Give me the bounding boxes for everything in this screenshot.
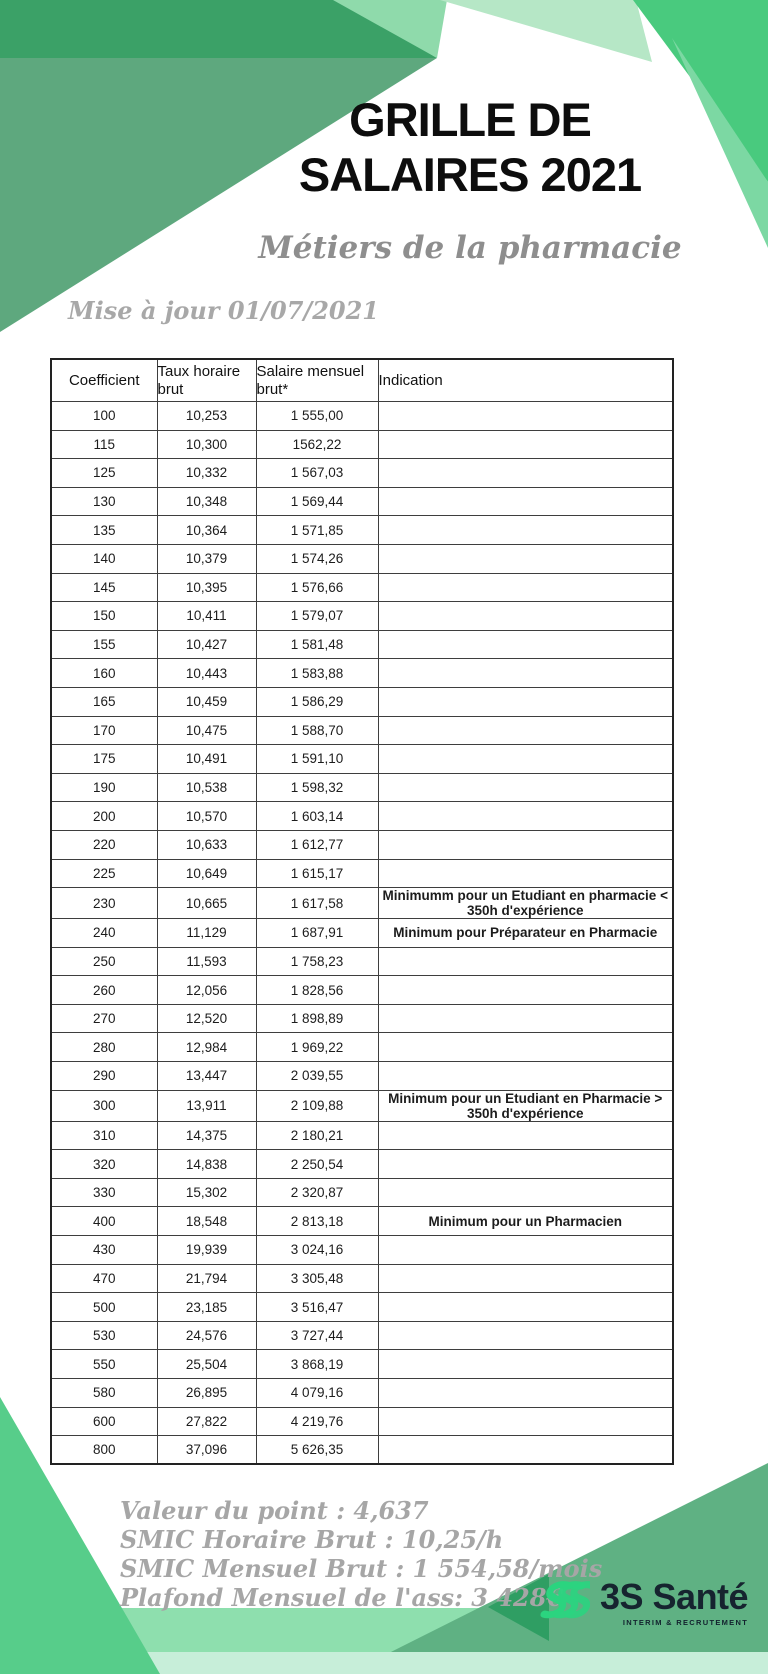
- cell-salaire-mensuel: 1 581,48: [256, 630, 378, 659]
- table-row: [51, 1178, 673, 1207]
- table-row: [51, 1236, 673, 1265]
- cell-coefficient: 160: [51, 659, 157, 688]
- table-row: [51, 1033, 673, 1062]
- table-row: [51, 1293, 673, 1322]
- cell-indication: [378, 716, 673, 745]
- cell-taux-horaire: 10,491: [157, 745, 256, 774]
- table-row: [51, 1062, 673, 1091]
- page-title-line1: GRILLE DE: [349, 93, 591, 146]
- cell-coefficient: 165: [51, 687, 157, 716]
- cell-indication: Minimum pour un Pharmacien: [378, 1207, 673, 1236]
- table-row: [51, 573, 673, 602]
- cell-salaire-mensuel: 3 516,47: [256, 1293, 378, 1322]
- cell-taux-horaire: 12,520: [157, 1004, 256, 1033]
- cell-taux-horaire: 25,504: [157, 1350, 256, 1379]
- cell-taux-horaire: 10,459: [157, 687, 256, 716]
- table-row: [51, 544, 673, 573]
- logo-text-block: [600, 1576, 749, 1627]
- table-row: [51, 888, 673, 919]
- cell-indication: [378, 830, 673, 859]
- cell-indication: [378, 459, 673, 488]
- cell-salaire-mensuel: 1 603,14: [256, 802, 378, 831]
- cell-taux-horaire: 10,332: [157, 459, 256, 488]
- cell-taux-horaire: 10,475: [157, 716, 256, 745]
- table-row: [51, 402, 673, 431]
- cell-indication: [378, 1264, 673, 1293]
- cell-coefficient: 170: [51, 716, 157, 745]
- cell-coefficient: 155: [51, 630, 157, 659]
- cell-coefficient: 230: [51, 888, 157, 919]
- table-row: [51, 1150, 673, 1179]
- cell-coefficient: 250: [51, 947, 157, 976]
- cell-salaire-mensuel: 1562,22: [256, 430, 378, 459]
- cell-salaire-mensuel: 1 555,00: [256, 402, 378, 431]
- cell-salaire-mensuel: 1 567,03: [256, 459, 378, 488]
- cell-coefficient: 150: [51, 602, 157, 631]
- cell-taux-horaire: 13,447: [157, 1062, 256, 1091]
- table-row: [51, 859, 673, 888]
- table-row: [51, 919, 673, 948]
- cell-coefficient: 225: [51, 859, 157, 888]
- cell-coefficient: 190: [51, 773, 157, 802]
- table-row: [51, 1207, 673, 1236]
- cell-salaire-mensuel: 1 579,07: [256, 602, 378, 631]
- cell-taux-horaire: 10,395: [157, 573, 256, 602]
- cell-taux-horaire: 11,593: [157, 947, 256, 976]
- cell-taux-horaire: 10,300: [157, 430, 256, 459]
- cell-coefficient: 430: [51, 1236, 157, 1265]
- cell-indication: [378, 402, 673, 431]
- cell-salaire-mensuel: 1 758,23: [256, 947, 378, 976]
- note-plafond-mensuel: Plafond Mensuel de l'ass: 3 428€: [120, 1583, 564, 1612]
- cell-salaire-mensuel: 3 024,16: [256, 1236, 378, 1265]
- deco-top-pale-triangle: [440, 0, 652, 62]
- cell-coefficient: 220: [51, 830, 157, 859]
- cell-salaire-mensuel: 2 813,18: [256, 1207, 378, 1236]
- cell-salaire-mensuel: 1 598,32: [256, 773, 378, 802]
- cell-coefficient: 300: [51, 1090, 157, 1121]
- cell-coefficient: 175: [51, 745, 157, 774]
- cell-indication: [378, 1321, 673, 1350]
- table-row: [51, 716, 673, 745]
- cell-coefficient: 600: [51, 1407, 157, 1436]
- cell-coefficient: 140: [51, 544, 157, 573]
- cell-taux-horaire: 10,253: [157, 402, 256, 431]
- cell-salaire-mensuel: 1 586,29: [256, 687, 378, 716]
- cell-coefficient: 115: [51, 430, 157, 459]
- cell-indication: [378, 659, 673, 688]
- page-title: [255, 92, 685, 203]
- table-row: [51, 1090, 673, 1121]
- table-row: [51, 947, 673, 976]
- cell-indication: Minimum pour un Etudiant en Pharmacie > 350h d'expérience: [378, 1090, 673, 1121]
- note-smic-mensuel: SMIC Mensuel Brut : 1 554,58/mois: [120, 1554, 603, 1583]
- cell-coefficient: 330: [51, 1178, 157, 1207]
- cell-taux-horaire: 10,633: [157, 830, 256, 859]
- table-row: [51, 630, 673, 659]
- cell-coefficient: 280: [51, 1033, 157, 1062]
- cell-salaire-mensuel: 1 574,26: [256, 544, 378, 573]
- table-row: [51, 773, 673, 802]
- salary-table-body: [51, 402, 673, 1465]
- cell-coefficient: 200: [51, 802, 157, 831]
- cell-taux-horaire: 13,911: [157, 1090, 256, 1121]
- cell-salaire-mensuel: 1 612,77: [256, 830, 378, 859]
- table-row: [51, 1321, 673, 1350]
- cell-taux-horaire: 10,427: [157, 630, 256, 659]
- table-row: [51, 1350, 673, 1379]
- cell-salaire-mensuel: 3 305,48: [256, 1264, 378, 1293]
- cell-coefficient: 320: [51, 1150, 157, 1179]
- cell-coefficient: 240: [51, 919, 157, 948]
- cell-indication: [378, 1178, 673, 1207]
- cell-taux-horaire: 10,665: [157, 888, 256, 919]
- cell-taux-horaire: 11,129: [157, 919, 256, 948]
- cell-indication: [378, 1293, 673, 1322]
- cell-indication: [378, 630, 673, 659]
- cell-indication: [378, 859, 673, 888]
- cell-indication: [378, 1379, 673, 1408]
- cell-indication: [378, 1436, 673, 1465]
- cell-salaire-mensuel: 3 868,19: [256, 1350, 378, 1379]
- cell-indication: [378, 976, 673, 1005]
- cell-salaire-mensuel: 1 571,85: [256, 516, 378, 545]
- cell-salaire-mensuel: 2 109,88: [256, 1090, 378, 1121]
- cell-taux-horaire: 10,379: [157, 544, 256, 573]
- cell-coefficient: 130: [51, 487, 157, 516]
- cell-taux-horaire: 15,302: [157, 1178, 256, 1207]
- cell-taux-horaire: 10,364: [157, 516, 256, 545]
- cell-salaire-mensuel: 4 219,76: [256, 1407, 378, 1436]
- table-row: [51, 459, 673, 488]
- cell-taux-horaire: 21,794: [157, 1264, 256, 1293]
- cell-indication: [378, 573, 673, 602]
- cell-indication: [378, 1350, 673, 1379]
- cell-indication: [378, 1150, 673, 1179]
- cell-salaire-mensuel: 1 969,22: [256, 1033, 378, 1062]
- cell-salaire-mensuel: 2 250,54: [256, 1150, 378, 1179]
- table-row: [51, 1004, 673, 1033]
- cell-salaire-mensuel: 2 320,87: [256, 1178, 378, 1207]
- cell-salaire-mensuel: 3 727,44: [256, 1321, 378, 1350]
- table-row: [51, 602, 673, 631]
- cell-indication: [378, 802, 673, 831]
- cell-taux-horaire: 27,822: [157, 1407, 256, 1436]
- cell-taux-horaire: 12,984: [157, 1033, 256, 1062]
- cell-salaire-mensuel: 1 828,56: [256, 976, 378, 1005]
- table-row: [51, 1436, 673, 1465]
- cell-indication: [378, 1004, 673, 1033]
- table-row: [51, 1264, 673, 1293]
- cell-coefficient: 100: [51, 402, 157, 431]
- cell-coefficient: 500: [51, 1293, 157, 1322]
- cell-coefficient: 135: [51, 516, 157, 545]
- cell-coefficient: 260: [51, 976, 157, 1005]
- cell-salaire-mensuel: 5 626,35: [256, 1436, 378, 1465]
- cell-salaire-mensuel: 1 588,70: [256, 716, 378, 745]
- cell-taux-horaire: 23,185: [157, 1293, 256, 1322]
- note-smic-horaire: SMIC Horaire Brut : 10,25/h: [120, 1525, 504, 1554]
- column-header-indication: Indication: [378, 359, 673, 402]
- cell-salaire-mensuel: 1 576,66: [256, 573, 378, 602]
- column-header-coefficient: Coefficient: [51, 359, 157, 402]
- cell-taux-horaire: 10,411: [157, 602, 256, 631]
- cell-taux-horaire: 14,838: [157, 1150, 256, 1179]
- table-row: [51, 1121, 673, 1150]
- table-row: [51, 976, 673, 1005]
- salary-table-header: [51, 359, 673, 402]
- cell-indication: [378, 1121, 673, 1150]
- cell-indication: [378, 1236, 673, 1265]
- cell-salaire-mensuel: 1 687,91: [256, 919, 378, 948]
- logo-name: 3S Santé: [600, 1576, 749, 1617]
- table-row: [51, 487, 673, 516]
- cell-salaire-mensuel: 1 583,88: [256, 659, 378, 688]
- table-row: [51, 745, 673, 774]
- footer-notes: [120, 1496, 602, 1612]
- cell-indication: [378, 1033, 673, 1062]
- cell-coefficient: 580: [51, 1379, 157, 1408]
- cell-taux-horaire: 26,895: [157, 1379, 256, 1408]
- table-row: [51, 802, 673, 831]
- page-title-line2: SALAIRES 2021: [298, 148, 642, 202]
- column-header-salaire-mensuel: Salaire mensuel brut*: [256, 359, 378, 402]
- cell-indication: Minimum pour Préparateur en Pharmacie: [378, 919, 673, 948]
- table-row: [51, 659, 673, 688]
- cell-taux-horaire: 12,056: [157, 976, 256, 1005]
- cell-salaire-mensuel: 4 079,16: [256, 1379, 378, 1408]
- cell-indication: [378, 745, 673, 774]
- cell-salaire-mensuel: 1 615,17: [256, 859, 378, 888]
- cell-coefficient: 530: [51, 1321, 157, 1350]
- cell-coefficient: 800: [51, 1436, 157, 1465]
- salary-table: [50, 358, 674, 1465]
- 3s-sante-logo-icon: [538, 1578, 590, 1628]
- cell-salaire-mensuel: 2 180,21: [256, 1121, 378, 1150]
- cell-taux-horaire: 10,348: [157, 487, 256, 516]
- cell-coefficient: 550: [51, 1350, 157, 1379]
- cell-indication: [378, 1062, 673, 1091]
- table-row: [51, 430, 673, 459]
- cell-indication: [378, 773, 673, 802]
- cell-taux-horaire: 24,576: [157, 1321, 256, 1350]
- table-row: [51, 516, 673, 545]
- cell-indication: [378, 687, 673, 716]
- page-subtitle: Métiers de la pharmacie: [258, 230, 682, 266]
- cell-salaire-mensuel: 2 039,55: [256, 1062, 378, 1091]
- cell-coefficient: 470: [51, 1264, 157, 1293]
- cell-taux-horaire: 10,570: [157, 802, 256, 831]
- cell-indication: [378, 947, 673, 976]
- cell-indication: Minimumm pour un Etudiant en pharmacie < 350h d'expérience: [378, 888, 673, 919]
- cell-coefficient: 125: [51, 459, 157, 488]
- cell-indication: [378, 430, 673, 459]
- table-row: [51, 1379, 673, 1408]
- cell-salaire-mensuel: 1 617,58: [256, 888, 378, 919]
- cell-taux-horaire: 10,538: [157, 773, 256, 802]
- note-valeur-du-point: Valeur du point : 4,637: [120, 1496, 429, 1525]
- cell-indication: [378, 602, 673, 631]
- column-header-taux-horaire: Taux horaire brut: [157, 359, 256, 402]
- logo-tagline: INTERIM & RECRUTEMENT: [622, 1618, 749, 1627]
- cell-salaire-mensuel: 1 569,44: [256, 487, 378, 516]
- cell-salaire-mensuel: 1 591,10: [256, 745, 378, 774]
- 3s-sante-logo: [538, 1578, 748, 1628]
- cell-coefficient: 290: [51, 1062, 157, 1091]
- cell-indication: [378, 516, 673, 545]
- cell-coefficient: 270: [51, 1004, 157, 1033]
- cell-indication: [378, 1407, 673, 1436]
- cell-taux-horaire: 18,548: [157, 1207, 256, 1236]
- cell-indication: [378, 544, 673, 573]
- cell-taux-horaire: 37,096: [157, 1436, 256, 1465]
- cell-coefficient: 310: [51, 1121, 157, 1150]
- table-row: [51, 1407, 673, 1436]
- table-row: [51, 687, 673, 716]
- cell-salaire-mensuel: 1 898,89: [256, 1004, 378, 1033]
- cell-taux-horaire: 10,443: [157, 659, 256, 688]
- updated-date-label: Mise à jour 01/07/2021: [68, 296, 379, 325]
- cell-taux-horaire: 14,375: [157, 1121, 256, 1150]
- cell-indication: [378, 487, 673, 516]
- cell-taux-horaire: 10,649: [157, 859, 256, 888]
- cell-coefficient: 145: [51, 573, 157, 602]
- cell-taux-horaire: 19,939: [157, 1236, 256, 1265]
- table-row: [51, 830, 673, 859]
- cell-coefficient: 400: [51, 1207, 157, 1236]
